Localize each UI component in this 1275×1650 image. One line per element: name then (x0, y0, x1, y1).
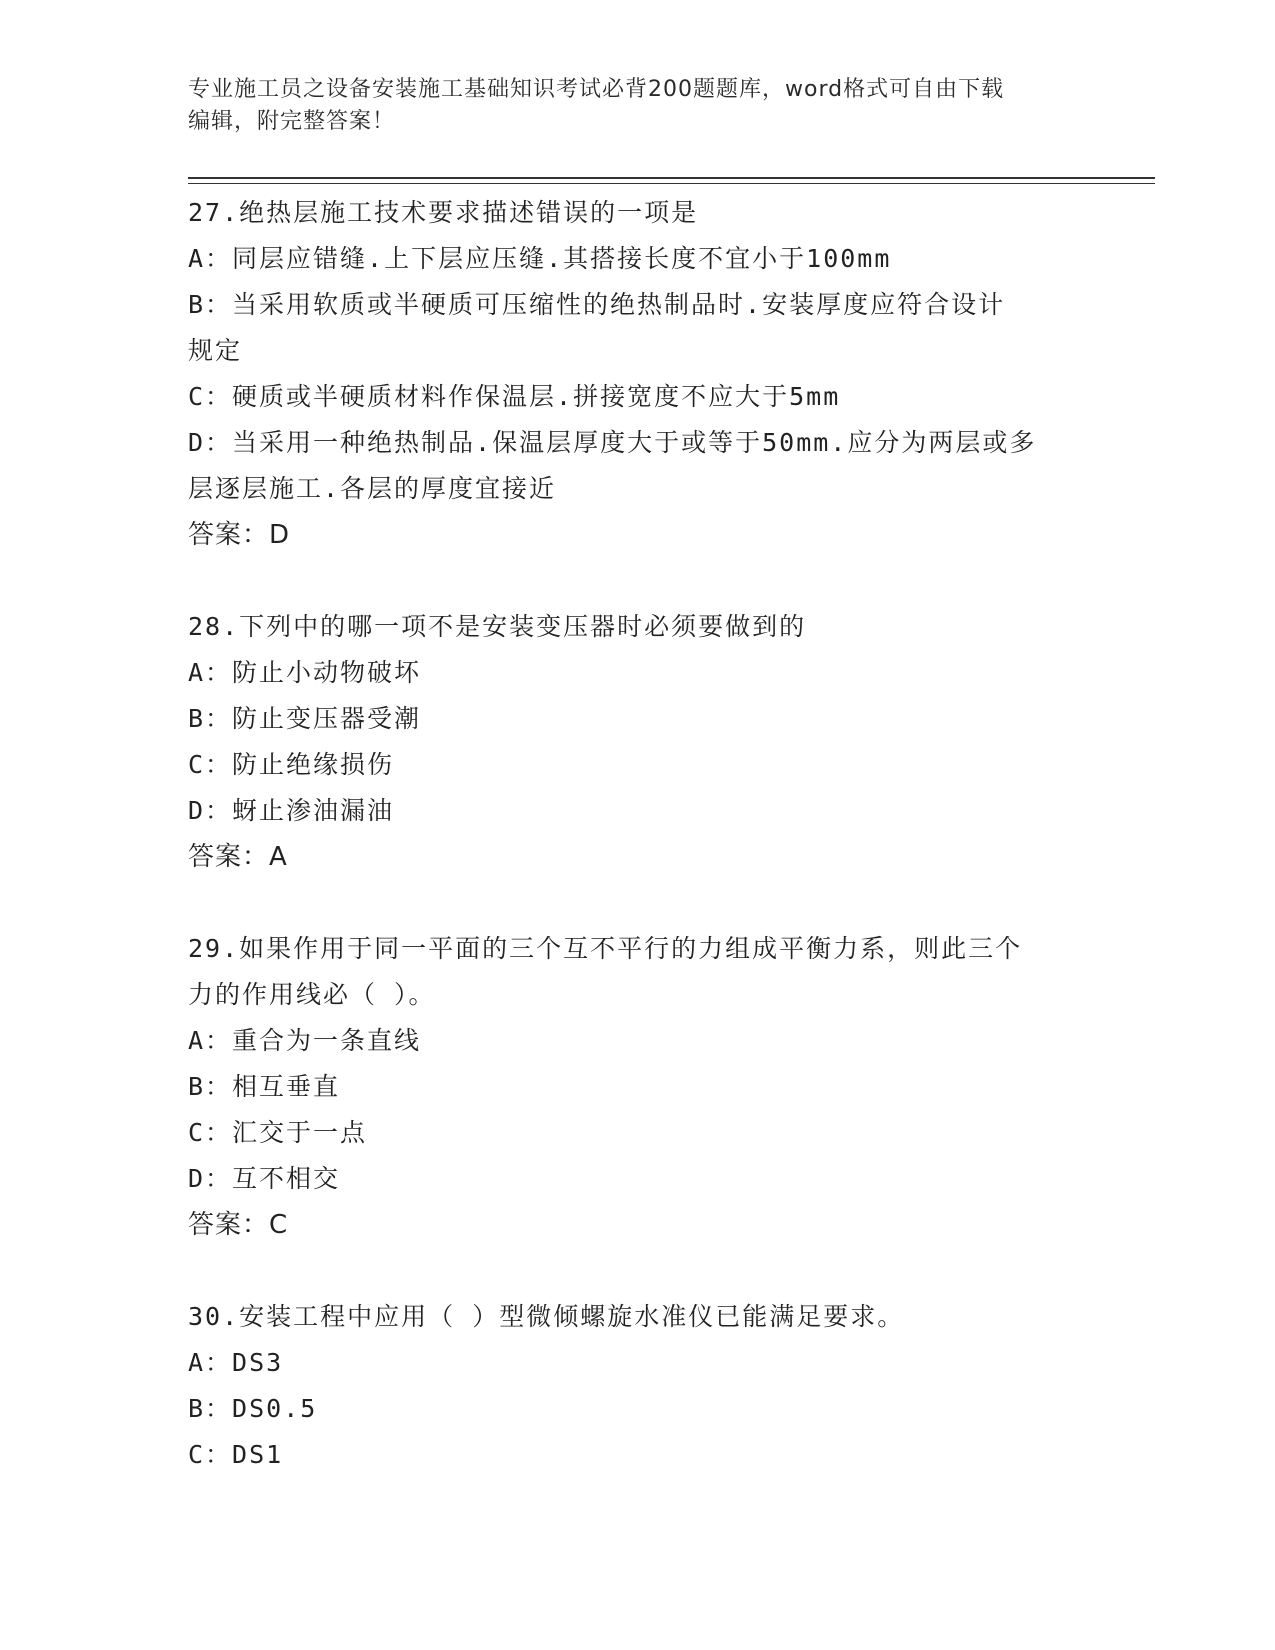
option-c: C：防止绝缘损伤 (188, 750, 395, 779)
document-header (188, 74, 1068, 138)
option-c: C：硬质或半硬质材料作保温层.拼接宽度不应大于5mm (188, 382, 841, 411)
option-b: B：防止变压器受潮 (188, 704, 422, 733)
spacer (188, 1248, 1088, 1294)
option-a: A：重合为一条直线 (188, 1026, 422, 1055)
option-a: A：DS3 (188, 1348, 284, 1377)
header-divider-thick (188, 177, 1155, 179)
option-c: C：DS1 (188, 1440, 284, 1469)
question-stem: 28.下列中的哪一项不是安装变压器时必须要做到的 (188, 612, 807, 641)
header-divider-thin (188, 183, 1155, 184)
option-d: D：蚜止渗油漏油 (188, 796, 395, 825)
option-b-continued: 规定 (188, 336, 243, 365)
answer-line: 答案：D (188, 520, 291, 550)
question-29 (188, 926, 1088, 1248)
option-b: B：当采用软质或半硬质可压缩性的绝热制品时.安装厚度应符合设计 (188, 290, 1006, 319)
answer-line: 答案：C (188, 1210, 289, 1240)
question-stem: 29.如果作用于同一平面的三个互不平行的力组成平衡力系，则此三个 (188, 934, 1023, 963)
question-28 (188, 604, 1088, 880)
option-d-continued: 层逐层施工.各层的厚度宜接近 (188, 474, 557, 503)
question-stem: 27.绝热层施工技术要求描述错误的一项是 (188, 198, 699, 227)
header-line-1: 专业施工员之设备安装施工基础知识考试必背200题题库，word格式可自由下载 (188, 77, 1005, 102)
option-d: D：当采用一种绝热制品.保温层厚度大于或等于50mm.应分为两层或多 (188, 428, 1037, 457)
question-list (188, 190, 1088, 1478)
option-a: A：同层应错缝.上下层应压缝.其搭接长度不宜小于100mm (188, 244, 892, 273)
spacer (188, 880, 1088, 926)
answer-line: 答案：A (188, 842, 288, 872)
option-d: D：互不相交 (188, 1164, 341, 1193)
question-27 (188, 190, 1088, 558)
spacer (188, 558, 1088, 604)
question-30 (188, 1294, 1088, 1478)
question-stem-continued: 力的作用线必（ ）。 (188, 980, 436, 1009)
question-stem: 30.安装工程中应用（ ）型微倾螺旋水准仪已能满足要求。 (188, 1302, 905, 1331)
option-b: B：相互垂直 (188, 1072, 341, 1101)
option-c: C：汇交于一点 (188, 1118, 368, 1147)
option-a: A：防止小动物破坏 (188, 658, 422, 687)
option-b: B：DS0.5 (188, 1394, 318, 1423)
header-line-2: 编辑，附完整答案！ (188, 109, 396, 134)
